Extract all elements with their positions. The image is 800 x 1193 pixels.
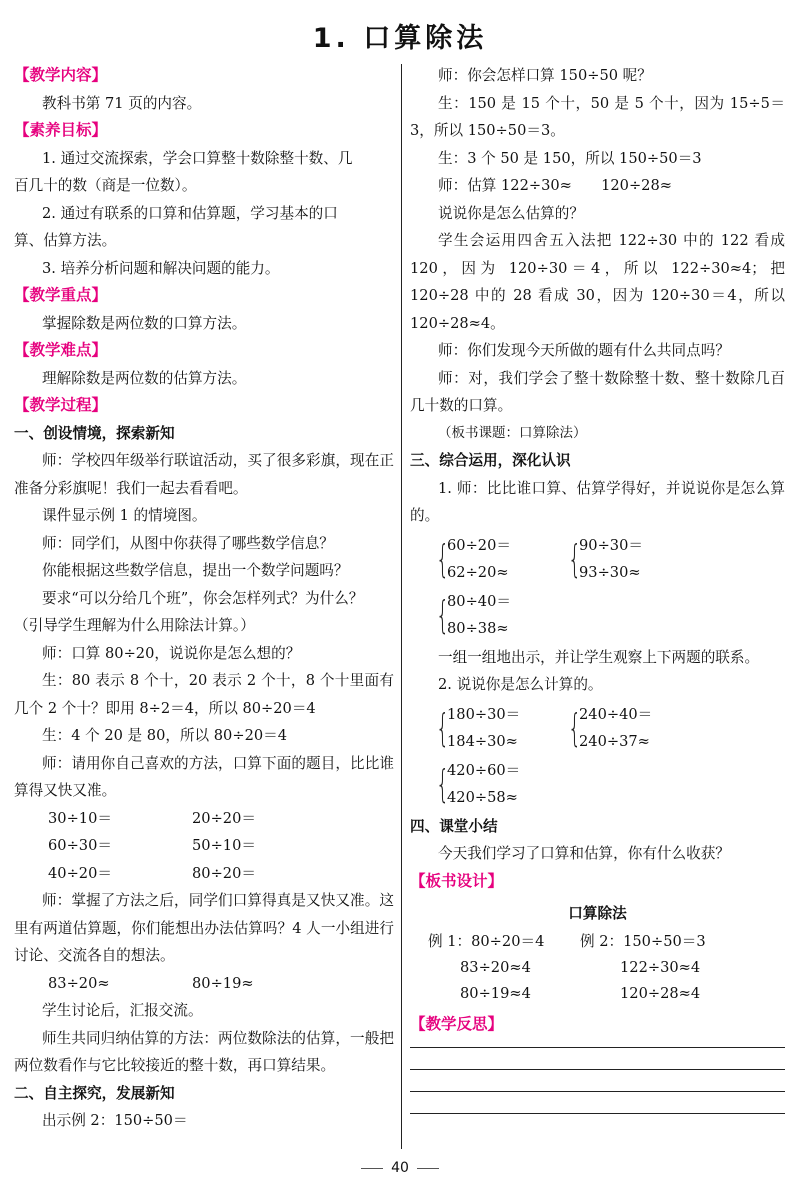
exercise-item: 240÷37≈ bbox=[579, 732, 650, 750]
paragraph: 一组一组地出示，并让学生观察上下两题的联系。 bbox=[438, 648, 760, 666]
brace-group-row bbox=[410, 532, 785, 586]
goal-1b: 百几十的数（商是一位数）。 bbox=[14, 177, 197, 194]
board-item: 122÷30≈4 bbox=[620, 959, 701, 976]
paragraph: 师：估算 122÷30≈ 120÷28≈ bbox=[438, 177, 672, 194]
brace-icon: { bbox=[568, 705, 582, 750]
exercise-item: 420÷60＝ bbox=[447, 761, 521, 779]
heading-board-design: 【板书设计】 bbox=[410, 871, 504, 890]
lesson-title: 1. 口算除法 bbox=[312, 23, 488, 54]
board-item: 120÷28≈4 bbox=[620, 985, 701, 1002]
brace-set bbox=[568, 532, 700, 586]
paragraph: 师：学校四年级举行联谊活动，买了很多彩旗，现在正准备分彩旗呢！我们一起去看看吧。 bbox=[14, 452, 394, 497]
brace-group-row bbox=[410, 701, 785, 755]
paragraph: 出示例 2：150÷50＝ bbox=[42, 1112, 188, 1129]
page-number-dash bbox=[361, 1168, 383, 1169]
goal-2b: 算、估算方法。 bbox=[14, 232, 117, 249]
exercise-item: 93÷30≈ bbox=[579, 563, 641, 581]
brace-set bbox=[436, 588, 568, 642]
column-divider bbox=[401, 64, 402, 1149]
paragraph: 生：80 表示 8 个十，20 表示 2 个十，8 个十里面有几个 2 个十？即用 8÷2＝4，所以 80÷20＝4 bbox=[14, 672, 394, 717]
section-3-heading: 三、综合运用，深化认识 bbox=[410, 452, 571, 469]
exercise-item: 60÷30＝ bbox=[48, 837, 112, 854]
paragraph: 生：3 个 50 是 150，所以 150÷50＝3 bbox=[438, 149, 702, 167]
exercise-row bbox=[14, 832, 394, 860]
left-column bbox=[14, 62, 394, 1135]
brace-set bbox=[436, 757, 568, 811]
brace-icon: { bbox=[436, 592, 450, 637]
brace-set bbox=[436, 532, 568, 586]
section-4-heading: 四、课堂小结 bbox=[410, 817, 498, 835]
section-2-heading: 二、自主探究，发展新知 bbox=[14, 1084, 175, 1102]
heading-reflection: 【教学反思】 bbox=[410, 1015, 504, 1033]
board-row bbox=[410, 929, 785, 955]
brace-group-row bbox=[410, 588, 785, 642]
paragraph: 2. 说说你是怎么计算的。 bbox=[438, 676, 603, 693]
heading-process: 【教学过程】 bbox=[14, 396, 108, 414]
page-number-dash bbox=[417, 1168, 439, 1169]
paragraph: 师：你们发现今天所做的题有什么共同点吗？ bbox=[438, 342, 730, 359]
paragraph: （引导学生理解为什么用除法计算。） bbox=[14, 617, 255, 634]
brace-set bbox=[436, 701, 568, 755]
paragraph: 今天我们学习了口算和估算，你有什么收获？ bbox=[438, 845, 730, 862]
exercise-item: 62÷20≈ bbox=[447, 563, 509, 581]
board-title: 口算除法 bbox=[568, 905, 627, 922]
exercise-item: 20÷20＝ bbox=[192, 809, 256, 827]
paragraph: 师：请用你自己喜欢的方法，口算下面的题目，比比谁算得又快又准。 bbox=[14, 754, 394, 799]
board-item: 83÷20≈4 bbox=[460, 959, 531, 976]
brace-icon: { bbox=[436, 761, 450, 806]
heading-goals: 【素养目标】 bbox=[14, 121, 108, 139]
exercise-item: 60÷20＝ bbox=[447, 536, 511, 554]
exercise-item: 80÷40＝ bbox=[447, 592, 511, 610]
right-column bbox=[410, 62, 785, 1135]
writing-line bbox=[410, 1091, 785, 1092]
brace-group-row bbox=[410, 757, 785, 811]
paragraph: 1. 师：比比谁口算、估算学得好，并说说你是怎么算的。 bbox=[410, 479, 785, 524]
board-item: 80÷19≈4 bbox=[460, 985, 531, 1002]
page-number-text: 40 bbox=[391, 1160, 409, 1176]
exercise-item: 180÷30＝ bbox=[447, 705, 521, 723]
goal-2a: 2. 通过有联系的口算和估算题，学习基本的口 bbox=[42, 204, 338, 222]
paragraph: 师：你会怎样口算 150÷50 呢？ bbox=[438, 67, 652, 84]
paragraph: 师：对，我们学会了整十数除整十数、整十数除几百几十数的口算。 bbox=[410, 369, 785, 414]
paragraph: 要求“可以分给几个班”，你会怎样列式？为什么？ bbox=[42, 589, 364, 607]
board-row bbox=[410, 981, 785, 1007]
paragraph: 你能根据这些数学信息，提出一个数学问题吗？ bbox=[42, 562, 349, 579]
heading-difficulty: 【教学难点】 bbox=[14, 341, 108, 359]
exercise-row bbox=[14, 805, 394, 833]
exercise-item: 50÷10＝ bbox=[192, 837, 256, 854]
exercise-item: 40÷20＝ bbox=[48, 864, 112, 882]
exercise-row bbox=[14, 860, 394, 888]
board-item: 例 2：150÷50＝3 bbox=[580, 933, 706, 950]
brace-icon: { bbox=[436, 705, 450, 750]
section-1-heading: 一、创设情境，探索新知 bbox=[14, 424, 175, 442]
heading-key-point: 【教学重点】 bbox=[14, 286, 108, 304]
writing-line bbox=[410, 1113, 785, 1114]
exercise-item: 240÷40＝ bbox=[579, 705, 653, 723]
paragraph: 师：同学们，从图中你获得了哪些数学信息？ bbox=[42, 534, 334, 552]
writing-line bbox=[410, 1047, 785, 1048]
board-note: （板书课题：口算除法） bbox=[438, 424, 587, 441]
exercise-item: 80÷19≈ bbox=[192, 974, 254, 992]
exercise-item: 420÷58≈ bbox=[447, 788, 518, 806]
heading-teaching-content: 【教学内容】 bbox=[14, 66, 108, 84]
paragraph: 说说你是怎么估算的？ bbox=[438, 204, 584, 222]
difficulty-text: 理解除数是两位数的估算方法。 bbox=[42, 369, 247, 387]
paragraph: 生：150 是 15 个十，50 是 5 个十，因为 15÷5＝3，所以 150÷50＝3。 bbox=[410, 94, 785, 139]
estimate-row bbox=[14, 970, 394, 998]
paragraph: 师：口算 80÷20，说说你是怎么想的？ bbox=[42, 644, 301, 662]
paragraph: 师生共同归纳估算的方法：两位数除法的估算，一般把两位数看作与它比较接近的整十数，再口算结果。 bbox=[14, 1029, 394, 1074]
exercise-item: 80÷38≈ bbox=[447, 619, 509, 637]
paragraph: 学生会运用四舍五入法把 122÷30 中的 122 看成 120，因为 120÷30＝4，所以 122÷30≈4；把 120÷28 中的 28 看成 30，因为 120÷30＝4，所以 120÷28≈4。 bbox=[410, 232, 785, 332]
paragraph: 学生讨论后，汇报交流。 bbox=[42, 1002, 203, 1019]
paragraph: 课件显示例 1 的情境图。 bbox=[42, 507, 207, 524]
page-number bbox=[0, 1160, 800, 1176]
exercise-item: 83÷20≈ bbox=[48, 974, 110, 992]
board-item: 例 1：80÷20＝4 bbox=[428, 933, 545, 950]
paragraph: 师：掌握了方法之后，同学们口算得真是又快又准。这里有两道估算题，你们能想出办法估算吗？4 人一小组进行讨论、交流各自的想法。 bbox=[14, 892, 394, 964]
paragraph: 生：4 个 20 是 80，所以 80÷20＝4 bbox=[42, 727, 288, 744]
board-row bbox=[410, 955, 785, 981]
brace-icon: { bbox=[436, 536, 450, 581]
writing-line bbox=[410, 1069, 785, 1070]
goal-3: 3. 培养分析问题和解决问题的能力。 bbox=[42, 259, 280, 277]
key-text: 掌握除数是两位数的口算方法。 bbox=[42, 314, 247, 332]
exercise-item: 80÷20＝ bbox=[192, 864, 256, 882]
content-text: 教科书第 71 页的内容。 bbox=[42, 94, 202, 112]
reflection-lines bbox=[410, 1047, 785, 1114]
brace-set bbox=[568, 701, 700, 755]
goal-1a: 1. 通过交流探索，学会口算整十数除整十数、几 bbox=[42, 149, 353, 167]
exercise-item: 90÷30＝ bbox=[579, 536, 643, 554]
brace-icon: { bbox=[568, 536, 582, 581]
exercise-item: 184÷30≈ bbox=[447, 732, 518, 750]
exercise-item: 30÷10＝ bbox=[48, 809, 112, 827]
